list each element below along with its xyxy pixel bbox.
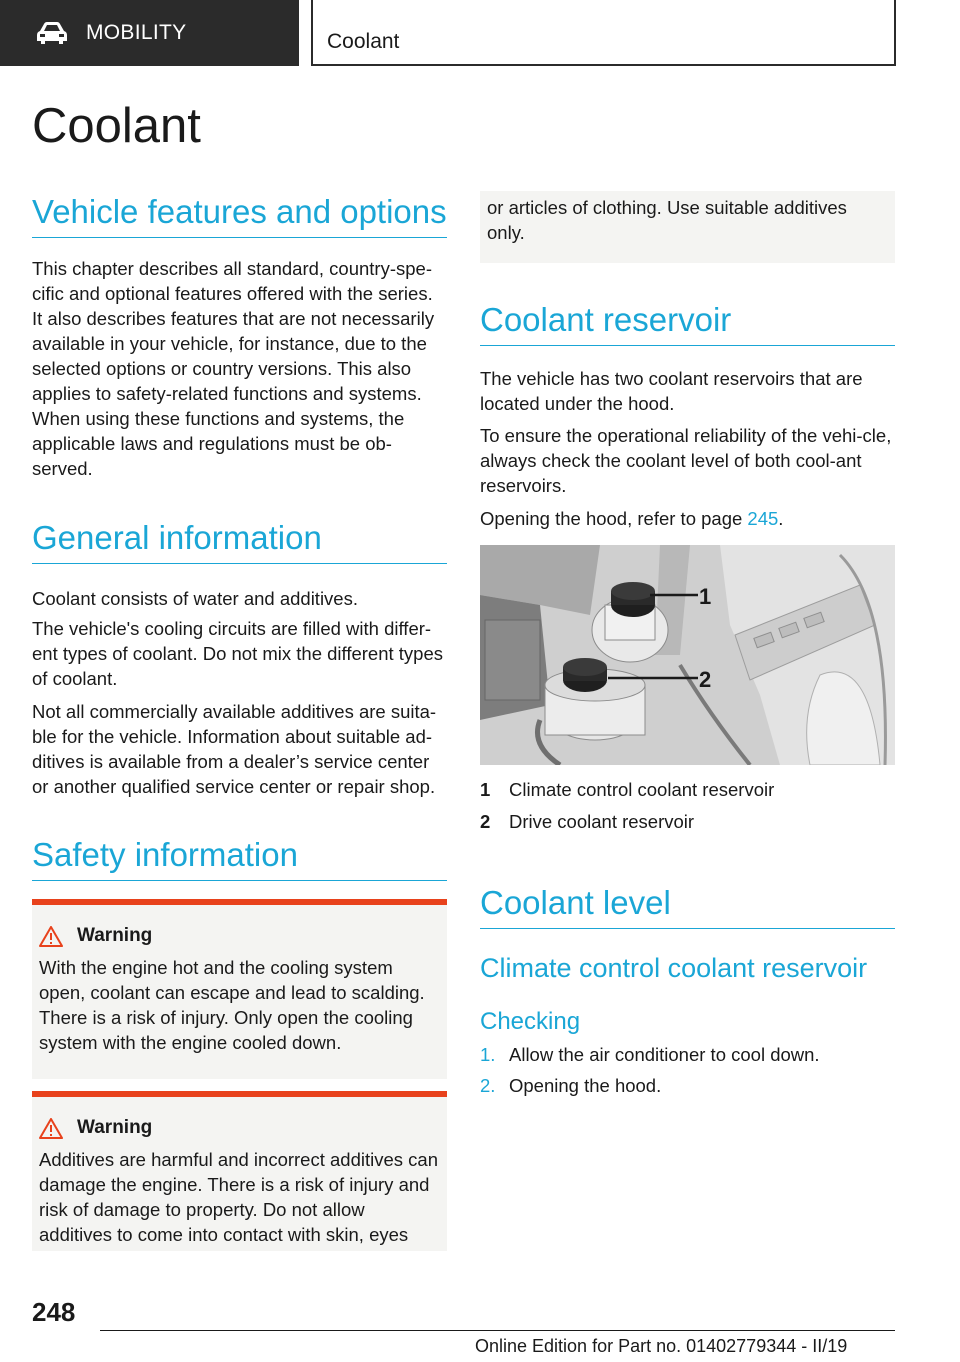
chapter-tab	[311, 0, 896, 66]
page-link-245[interactable]: 245	[747, 508, 779, 529]
warning-triangle-icon	[39, 926, 63, 947]
callout-1: 1	[699, 584, 712, 609]
warning-title: Warning	[77, 1117, 153, 1138]
hood-reference	[480, 506, 895, 531]
callout-2: 2	[699, 667, 712, 692]
legend-text: Climate control coolant reservoir	[509, 779, 775, 800]
heading-climate-control-reservoir: Climate control coolant reservoir	[480, 953, 868, 983]
chapter-label: Coolant	[327, 30, 400, 53]
legend-number: 2	[480, 811, 491, 832]
section-tab	[0, 0, 299, 66]
heading-general-information: General information	[32, 519, 447, 564]
warning-box	[32, 1091, 447, 1251]
hood-reference-text: Opening the hood, refer to page	[480, 508, 748, 529]
general-info-paragraph: The vehicle's cooling circuits are filled with differ-ent types of coolant. Do not mix the different types of coolant.	[32, 618, 444, 689]
edition-text: Online Edition for Part no. 01402779344 - II/19	[475, 1336, 848, 1356]
warning-title: Warning	[77, 925, 153, 946]
heading-vehicle-features: Vehicle features and options	[32, 193, 447, 238]
hood-reference-suffix: .	[778, 508, 784, 529]
warning-header	[39, 1117, 440, 1139]
warning-text: Additives are harmful and incorrect additives can damage the engine. There is a risk of injury and risk of damage to property. Do not allow additives to come into contact with skin, eyes	[39, 1149, 438, 1245]
warning-box	[32, 899, 447, 1079]
section-label: MOBILITY	[86, 21, 187, 44]
heading-coolant-reservoir: Coolant reservoir	[480, 301, 895, 346]
step-item	[480, 1044, 820, 1066]
footer-divider	[100, 1330, 895, 1331]
warning-triangle-icon	[39, 1118, 63, 1139]
general-info-paragraph: Not all commercially available additives are suita-ble for the vehicle. Information about suitable ad-ditives is available from a dealer’s service center or another qualified service center or repair shop.	[32, 701, 437, 797]
car-icon	[36, 21, 68, 45]
step-item	[480, 1075, 661, 1097]
engine-bay-illustration	[480, 545, 895, 765]
step-text: Opening the hood.	[509, 1075, 662, 1096]
warning-header	[39, 925, 440, 947]
vehicle-features-text: This chapter describes all standard, country-spe-cific and optional features offered with the series. It also describes features that are not necessarily available in your vehicle, for instance, due to the selected options or country versions. This also applies to safety-related functions and systems. When using these functions and systems, the applicable laws and regulations must be ob-served.	[32, 258, 435, 479]
page-number: 248	[32, 1297, 76, 1327]
heading-safety-information: Safety information	[32, 836, 447, 881]
warning-continuation-text: or articles of clothing. Use suitable additives only.	[487, 197, 847, 243]
coolant-reservoir-paragraph: To ensure the operational reliability of the vehi-cle, always check the coolant level of both cool-ant reservoirs.	[480, 425, 892, 496]
step-text: Allow the air conditioner to cool down.	[509, 1044, 820, 1065]
legend-text: Drive coolant reservoir	[509, 811, 695, 832]
page-title: Coolant	[32, 99, 201, 153]
general-info-paragraph: Coolant consists of water and additives.	[32, 588, 358, 609]
heading-coolant-level: Coolant level	[480, 884, 895, 929]
legend-number: 1	[480, 779, 491, 800]
legend-item	[480, 811, 694, 833]
coolant-reservoir-paragraph: The vehicle has two coolant reservoirs that are located under the hood.	[480, 368, 863, 414]
engine-bay-image	[480, 545, 895, 765]
warning-text: With the engine hot and the cooling system open, coolant can escape and lead to scalding. There is a risk of injury. Only open the cooling system with the engine cooled down.	[39, 957, 425, 1053]
warning-continuation-box	[480, 191, 895, 263]
step-number: 1.	[480, 1044, 496, 1065]
legend-item	[480, 779, 774, 801]
step-number: 2.	[480, 1075, 496, 1096]
heading-checking: Checking	[480, 1008, 581, 1035]
